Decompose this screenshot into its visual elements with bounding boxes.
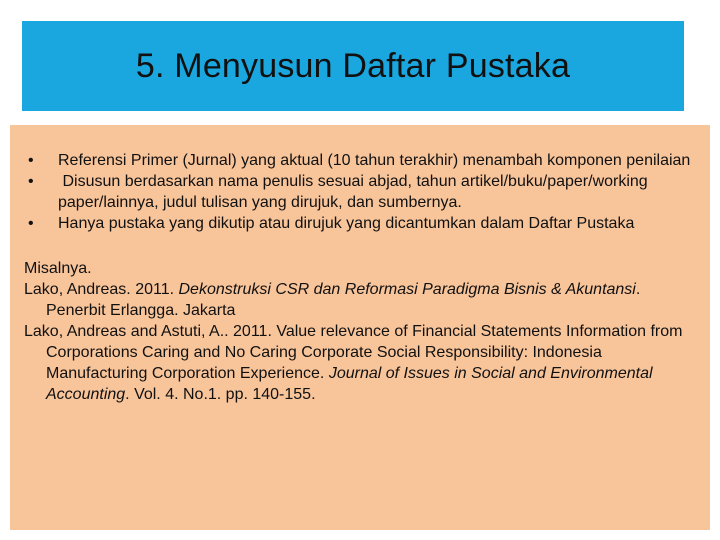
bullet-item bbox=[24, 150, 696, 171]
reference-text: . Vol. 4. No.1. pp. 140-155. bbox=[125, 386, 316, 403]
references-block bbox=[24, 258, 696, 405]
bullet-text: Hanya pustaka yang dikutip atau dirujuk yang dicantumkan dalam Daftar Pustaka bbox=[58, 215, 635, 232]
slide-title: 5. Menyusun Daftar Pustaka bbox=[135, 46, 571, 85]
example-label: Misalnya. bbox=[24, 260, 92, 277]
bullet-icon: • bbox=[28, 215, 34, 232]
bullet-text: Disusun berdasarkan nama penulis sesuai abjad, tahun artikel/buku/paper/working paper/lainnya, judul tulisan yang dirujuk, dan sumbernya. bbox=[58, 173, 653, 211]
content-panel bbox=[10, 125, 710, 530]
reference-entry bbox=[24, 279, 696, 321]
bullet-list bbox=[24, 150, 696, 234]
reference-title: Dekonstruksi CSR dan Reformasi Paradigma Bisnis & Akuntansi bbox=[178, 281, 636, 298]
reference-text: Lako, Andreas. 2011. bbox=[24, 281, 179, 298]
bullet-item bbox=[24, 213, 696, 234]
bullet-text: Referensi Primer (Jurnal) yang aktual (10 tahun terakhir) menambah komponen penilaian bbox=[58, 152, 691, 169]
bullet-item bbox=[24, 171, 696, 213]
reference-entry bbox=[24, 321, 696, 405]
reference-title: Journal of Issues in Social and Environmental Accounting bbox=[46, 365, 661, 403]
reference-text: Lako, Andreas and Astuti, A.. 2011. Value relevance of Financial Statements Information from Corporations Caring and No Caring Corporate Social Responsibility: Indonesia Manufacturing Corporation Experience. bbox=[24, 323, 683, 382]
bullet-icon: • bbox=[28, 152, 34, 169]
bullet-icon: • bbox=[28, 173, 34, 190]
reference-text: . Penerbit Erlangga. Jakarta bbox=[46, 281, 641, 319]
title-banner bbox=[22, 21, 684, 111]
